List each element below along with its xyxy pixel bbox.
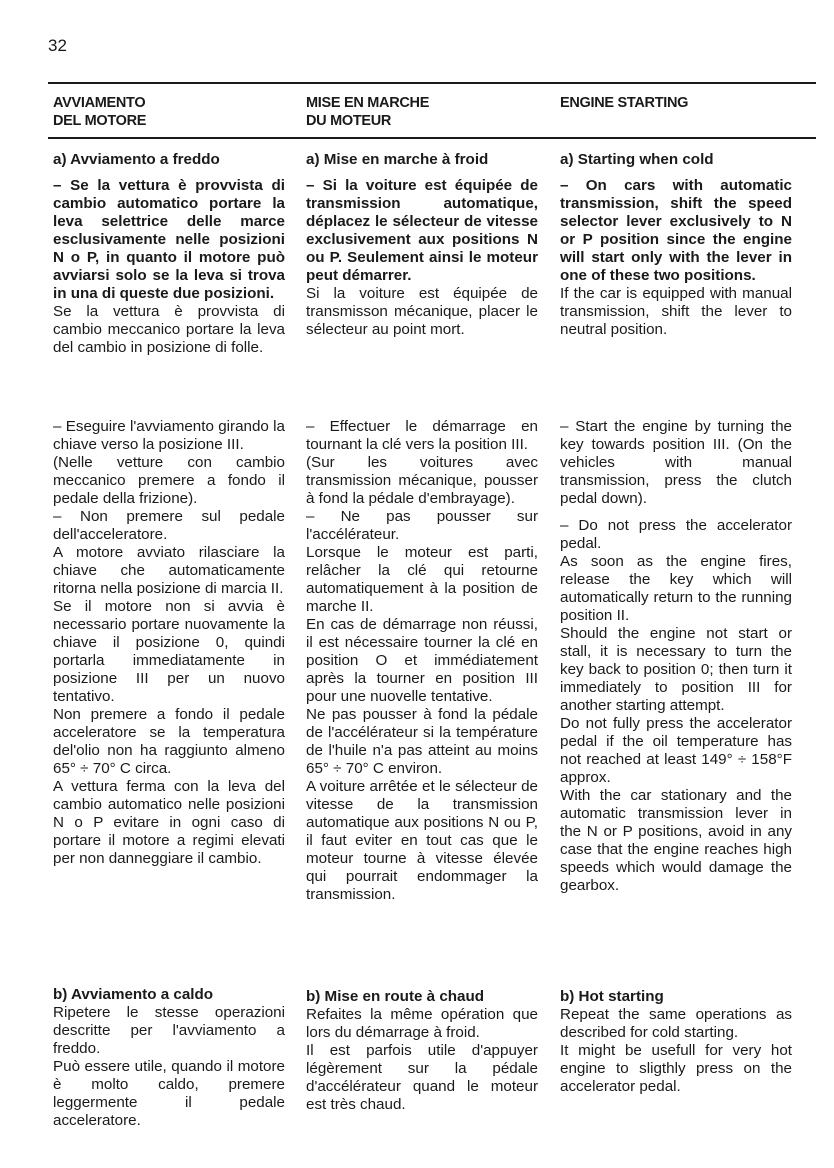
paragraph: If the car is equipped with manual transmission, shift the lever to neutral position. (560, 285, 792, 338)
paragraph: – Se la vettura è provvista di cambio automatico portare la leva selettrice delle marce esclusivamente nelle posizioni N o P, in quanto il motore può avviarsi solo se la leva si trova in una di queste due posizioni. (53, 177, 285, 302)
heading-line: ENGINE STARTING (560, 95, 689, 111)
paragraph: As soon as the engine fires, release the key which will automatically return to the running position II. (560, 553, 792, 624)
paragraph: Lorsque le moteur est parti, relâcher la clé qui retourne automatiquement à la position de marche II. (306, 544, 538, 615)
spacer (560, 508, 792, 517)
section-title: a) Avviamento a freddo (53, 151, 220, 168)
paragraph: Se la vettura è provvista di cambio meccanico portare la leva del cambio in posizione di folle. (53, 303, 285, 356)
paragraph: With the car stationary and the automatic transmission lever in the N or P positions, avoid in any case that the engine reaches high speeds which would damage the gearbox. (560, 787, 792, 894)
paragraph: A vettura ferma con la leva del cambio automatico nelle posizioni N o P evitare in ogni caso di portare il motore a regimi elevati per non danneggiare il cambio. (53, 778, 285, 867)
section-title: b) Hot starting (560, 988, 664, 1005)
paragraph: Il est parfois utile d'appuyer légèrement sur la pédale d'accélérateur quand le moteur est très chaud. (306, 1042, 538, 1113)
paragraph: Repeat the same operations as described for cold starting. (560, 1006, 792, 1041)
french-hot-section (306, 988, 538, 1114)
paragraph: Ne pas pousser à fond la pédale de l'accélérateur si la température de l'huile n'a pas atteint au moins 65° ÷ 70° C environ. (306, 706, 538, 777)
english-hot-section (560, 988, 792, 1096)
paragraph: – Start the engine by turning the key towards position III. (On the vehicles with manual transmission, press the clutch pedal down). (560, 418, 792, 507)
italian-heading (53, 94, 285, 130)
english-cold-section (560, 151, 792, 339)
paragraph: – Do not press the accelerator pedal. (560, 517, 792, 552)
heading-line: MISE EN MARCHE (306, 95, 430, 111)
page-number: 32 (48, 36, 67, 55)
paragraph: Refaites la même opération que lors du démarrage à froid. (306, 1006, 538, 1041)
paragraph: A motore avviato rilasciare la chiave che automaticamente ritorna nella posizione di marcia II. (53, 544, 285, 597)
heading-line: AVVIAMENTO (53, 95, 146, 111)
heading-line: DEL MOTORE (53, 113, 147, 129)
section-title: a) Starting when cold (560, 151, 714, 168)
paragraph: Si la voiture est équipée de transmisson mécanique, placer le sélecteur au point mort. (306, 285, 538, 338)
paragraph: – Eseguire l'avviamento girando la chiave verso la posizione III. (53, 418, 285, 453)
section-title: a) Mise en marche à froid (306, 151, 489, 168)
section-title: b) Avviamento a caldo (53, 986, 214, 1003)
english-start-section (560, 418, 792, 895)
paragraph: A voiture arrêtée et le sélecteur de vitesse de la transmission automatique aux positions N ou P, il faut eviter en tout cas que le moteur tourne à vitesse élevée qui pourrait endommager la transmission. (306, 778, 538, 903)
paragraph: Se il motore non si avvia è necessario portare nuovamente la chiave il posizione 0, quindi portarla immediatamente in posizione III per un nuovo tentativo. (53, 598, 285, 705)
paragraph: It might be usefull for very hot engine to sligthly press on the accelerator pedal. (560, 1042, 792, 1095)
paragraph: – Non premere sul pedale dell'acceleratore. (53, 508, 285, 543)
french-cold-section (306, 151, 538, 339)
paragraph: Può essere utile, quando il motore è molto caldo, premere leggermente il pedale acceleratore. (53, 1058, 285, 1129)
italian-cold-section (53, 151, 285, 357)
heading-line: DU MOTEUR (306, 113, 392, 129)
paragraph: Non premere a fondo il pedale acceleratore se la temperatura del'olio non ha raggiunto almeno 65° ÷ 70° C circa. (53, 706, 285, 777)
paragraph: (Sur les voitures avec transmission mécanique, pousser à fond la pédale d'embrayage). (306, 454, 538, 507)
paragraph: – Effectuer le démarrage en tournant la clé vers la position III. (306, 418, 538, 453)
italian-hot-section (53, 986, 285, 1130)
paragraph: – Ne pas pousser sur l'accélérateur. (306, 508, 538, 543)
section-title: b) Mise en route à chaud (306, 988, 485, 1005)
paragraph: En cas de démarrage non réussi, il est nécessaire tourner la clé en position O et immédiatement après la tourner en position III pour une nuovelle tentative. (306, 616, 538, 705)
paragraph: Ripetere le stesse operazioni descritte per l'avviamento a freddo. (53, 1004, 285, 1057)
header-top-rule (48, 82, 816, 84)
paragraph: – Si la voiture est équipée de transmission automatique, déplacez le sélecteur de vitesse exclusivement aux positions N ou P. Seulement ainsi le moteur peut démarrer. (306, 177, 538, 284)
paragraph: Do not fully press the accelerator pedal if the oil temperature has not reached at least 149° ÷ 158°F approx. (560, 715, 792, 786)
french-heading (306, 94, 538, 130)
header-bottom-rule (48, 137, 816, 139)
paragraph: (Nelle vetture con cambio meccanico premere a fondo il pedale della frizione). (53, 454, 285, 507)
french-start-section (306, 418, 538, 904)
english-heading (560, 94, 792, 112)
paragraph: – On cars with automatic transmission, shift the speed selector lever exclusively to N or P position since the engine will start only with the lever in one of these two positions. (560, 177, 792, 284)
italian-start-section (53, 418, 285, 868)
paragraph: Should the engine not start or stall, it is necessary to turn the key back to position 0; then turn it immediately to position III for another starting attempt. (560, 625, 792, 714)
